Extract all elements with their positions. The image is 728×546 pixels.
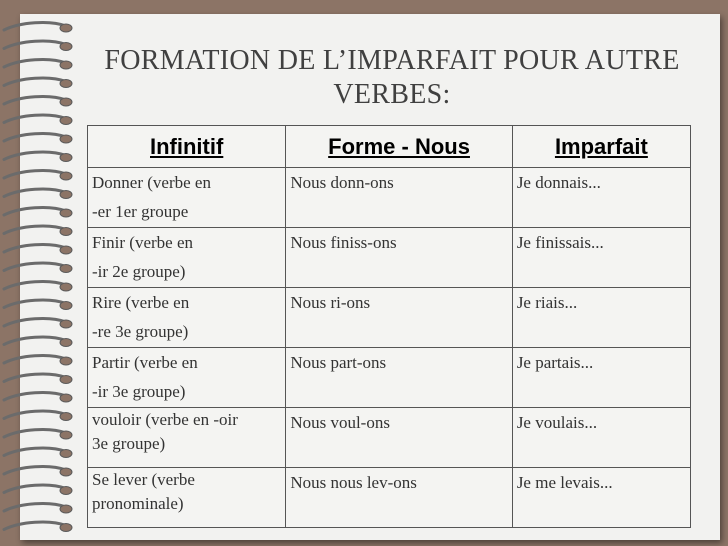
spiral-ring [4, 189, 66, 196]
spiral-ring [4, 152, 66, 159]
binding-hole [60, 98, 72, 106]
table-header-row [88, 126, 691, 168]
imparfait-cell [512, 468, 690, 528]
infinitif-line: Rire (verbe en [92, 293, 190, 312]
imparfait-form: Je riais... [516, 293, 578, 312]
binding-hole [60, 505, 72, 513]
infinitif-line: Donner (verbe en [92, 173, 211, 192]
binding-hole [60, 265, 72, 273]
imparfait-form: Je finissais... [516, 233, 604, 252]
binding-hole [60, 61, 72, 69]
infinitif-line: Finir (verbe en [92, 233, 194, 252]
table-row [88, 348, 691, 408]
spiral-ring [4, 319, 66, 326]
nous-cell [286, 168, 513, 228]
infinitif-cell [88, 288, 286, 348]
imparfait-cell [512, 168, 690, 228]
spiral-ring [4, 23, 66, 30]
infinitif-cell [88, 408, 286, 468]
infinitif-line: Partir (verbe en [92, 353, 198, 372]
imparfait-cell [512, 228, 690, 288]
nous-form: Nous finiss-ons [290, 233, 397, 252]
binding-hole [60, 431, 72, 439]
spiral-ring [4, 263, 66, 270]
nous-form: Nous voul-ons [290, 413, 390, 432]
spiral-ring [4, 448, 66, 455]
table-row [88, 408, 691, 468]
binding-hole [60, 154, 72, 162]
spiral-ring [4, 282, 66, 289]
header-forme-nous: Forme - Nous [286, 126, 513, 168]
nous-form: Nous donn-ons [290, 173, 394, 192]
binding-hole [60, 320, 72, 328]
binding-hole [60, 228, 72, 236]
binding-hole [60, 283, 72, 291]
imparfait-form: Je partais... [516, 353, 594, 372]
infinitif-cell [88, 348, 286, 408]
spiral-ring [4, 467, 66, 474]
imparfait-cell [512, 288, 690, 348]
spiral-ring [4, 97, 66, 104]
binding-hole [60, 339, 72, 347]
table-row [88, 228, 691, 288]
nous-form: Nous ri-ons [290, 293, 371, 312]
infinitif-line: 3e groupe) [92, 434, 166, 453]
nous-cell [286, 348, 513, 408]
spiral-ring [4, 374, 66, 381]
binding-hole [60, 357, 72, 365]
spiral-ring [4, 60, 66, 67]
infinitif-line: pronominale) [92, 494, 184, 513]
spiral-ring [4, 41, 66, 48]
nous-form: Nous part-ons [290, 353, 387, 372]
spiral-ring [4, 171, 66, 178]
infinitif-cell [88, 228, 286, 288]
infinitif-line: Se lever (verbe [92, 470, 195, 489]
infinitif-cell [88, 168, 286, 228]
spiral-ring [4, 134, 66, 141]
binding-hole [60, 302, 72, 310]
infinitif-line: -ir 2e groupe) [92, 262, 186, 281]
binding-hole [60, 246, 72, 254]
table-row [88, 468, 691, 528]
binding-hole [60, 172, 72, 180]
nous-cell [286, 288, 513, 348]
binding-hole [60, 117, 72, 125]
binding-hole [60, 209, 72, 217]
spiral-ring [4, 504, 66, 511]
imparfait-form: Je donnais... [516, 173, 601, 192]
binding-hole [60, 135, 72, 143]
infinitif-cell [88, 468, 286, 528]
binding-hole [60, 80, 72, 88]
nous-form: Nous nous lev-ons [290, 473, 417, 492]
imparfait-form: Je voulais... [516, 413, 598, 432]
spiral-ring [4, 245, 66, 252]
nous-cell [286, 408, 513, 468]
binding-hole [60, 191, 72, 199]
spiral-ring [4, 522, 66, 529]
imparfait-form: Je me levais... [516, 473, 613, 492]
binding-hole [60, 487, 72, 495]
binding-hole [60, 468, 72, 476]
binding-hole [60, 376, 72, 384]
imparfait-cell [512, 348, 690, 408]
infinitif-line: -er 1er groupe [92, 202, 189, 221]
nous-cell [286, 468, 513, 528]
spiral-ring [4, 356, 66, 363]
binding-hole [60, 450, 72, 458]
spiral-ring [4, 393, 66, 400]
infinitif-line: -re 3e groupe) [92, 322, 189, 341]
slide-title: FORMATION DE L’IMPARFAIT POUR AUTRE VERBES: [104, 45, 680, 110]
spiral-ring [4, 78, 66, 85]
table-row [88, 168, 691, 228]
binding-hole [60, 24, 72, 32]
header-infinitif: Infinitif [88, 126, 286, 168]
spiral-ring [4, 411, 66, 418]
spiral-ring [4, 430, 66, 437]
nous-cell [286, 228, 513, 288]
imparfait-cell [512, 408, 690, 468]
binding-hole [60, 394, 72, 402]
spiral-ring [4, 115, 66, 122]
binding-hole [60, 43, 72, 51]
table-row [88, 288, 691, 348]
binding-hole [60, 413, 72, 421]
spiral-ring [4, 485, 66, 492]
spiral-binding-icon [0, 14, 80, 540]
infinitif-line: -ir 3e groupe) [92, 382, 186, 401]
spiral-ring [4, 337, 66, 344]
binding-hole [60, 524, 72, 532]
spiral-ring [4, 208, 66, 215]
infinitif-line: vouloir (verbe en -oir [92, 410, 238, 429]
header-imparfait: Imparfait [512, 126, 690, 168]
spiral-ring [4, 300, 66, 307]
conjugation-table [87, 125, 691, 528]
spiral-ring [4, 226, 66, 233]
